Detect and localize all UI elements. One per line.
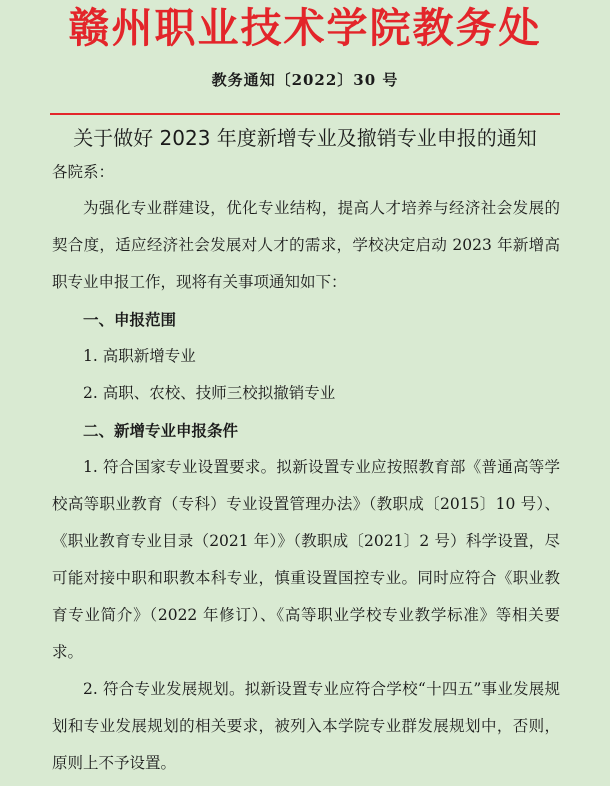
intro-paragraph: 为强化专业群建设，优化专业结构，提高人才培养与经济社会发展的契合度，适应经济社会发展对人才的需求，学校决定启动 2023 年新增高职专业申报工作，现将有关事项通知如下： [52, 199, 560, 291]
red-divider-line [50, 113, 560, 115]
salutation: 各院系： [52, 163, 115, 181]
condition-item: 1. 符合国家专业设置要求。拟新设置专业应按照教育部《普通高等学校高等职业教育（专科）专业设置管理办法》（教职成〔2015〕10 号）、《职业教育专业目录（2021 年）》（教职成〔2021〕2 号）科学设置，尽可能对接中职和职教本科专业，慎重设置国控专业。同时应符合《职业教育专业简介》（2022 年修订）、《高等职业学校专业教学标准》等相关要求。 [52, 458, 560, 661]
scope-item: 1. 高职新增专业 [83, 347, 196, 365]
scope-item: 2. 高职、农校、技师三校拟撤销专业 [83, 384, 336, 402]
condition-item: 2. 符合专业发展规划。拟新设置专业应符合学校“十四五”事业发展规划和专业发展规划的相关要求，被列入本学院专业群发展规划中，否则，原则上不予设置。 [52, 680, 560, 772]
org-title: 赣州职业技术学院教务处 [68, 4, 542, 52]
document-number: 教务通知〔2022〕30 号 [211, 71, 399, 89]
notice-body [52, 190, 560, 782]
section-heading-scope: 一、申报范围 [83, 310, 177, 329]
section-heading-conditions: 二、新增专业申报条件 [83, 421, 239, 440]
notice-title: 关于做好 2023 年度新增专业及撤销专业申报的通知 [73, 126, 537, 150]
